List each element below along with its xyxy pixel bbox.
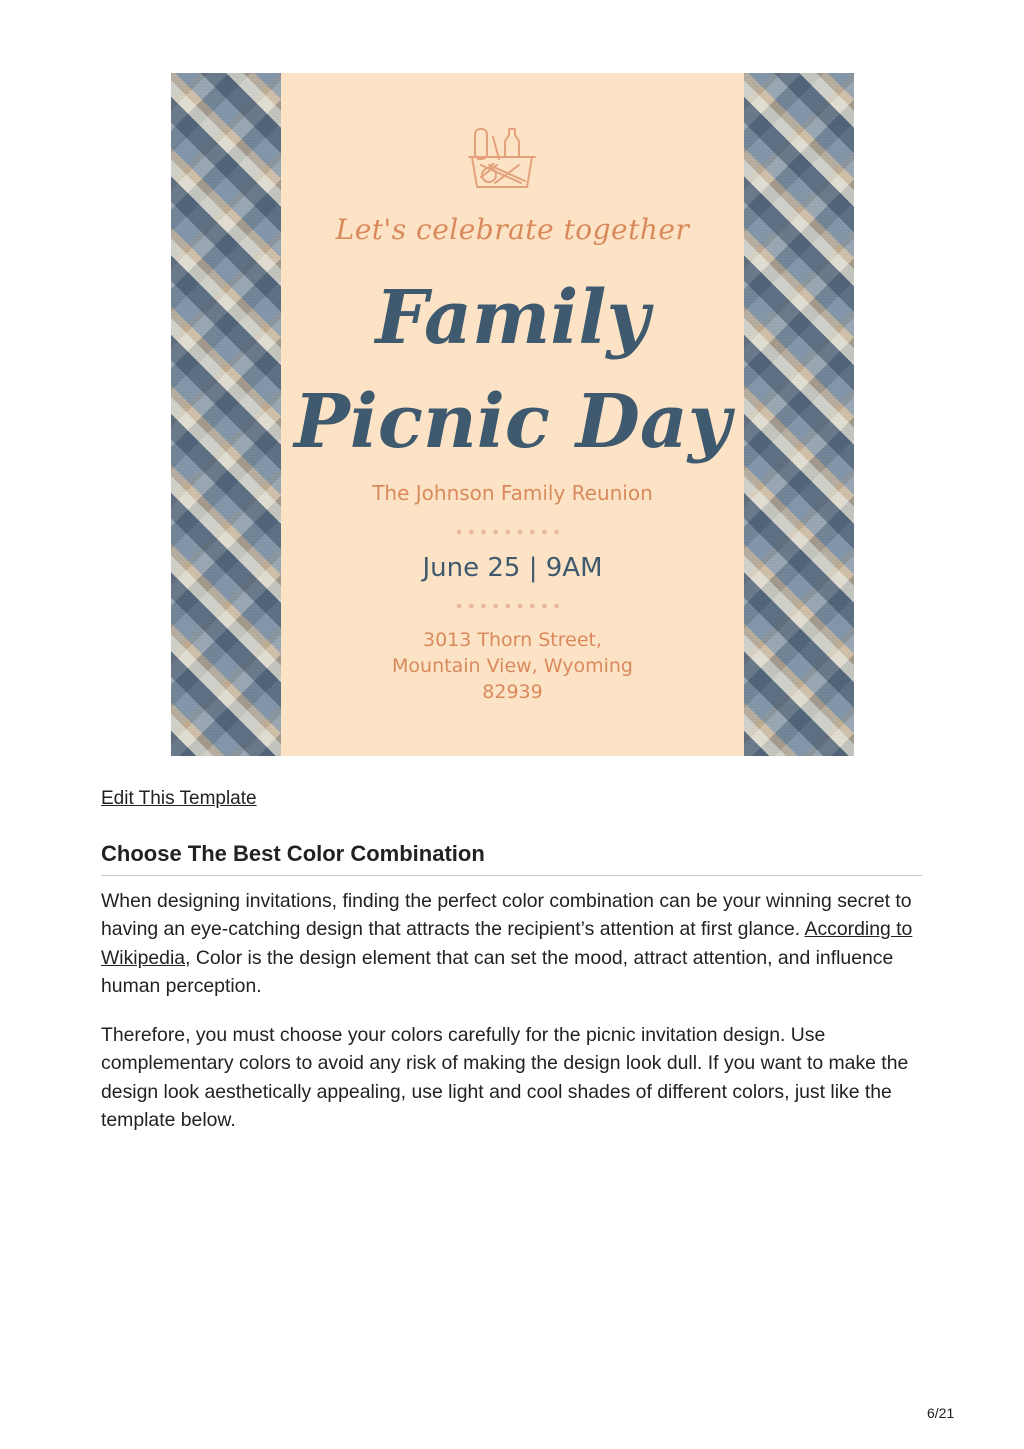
dotted-divider [453, 603, 563, 609]
invitation-title-line1: Family [375, 275, 650, 361]
paragraph-color-advice: Therefore, you must choose your colors carefully for the picnic invitation design. Use complementary colors to avoid any risk of making the design look dull. If you want to make the design look aesthetically appealing, use light and cool shades of different colors, just like the template below. [101, 1024, 909, 1132]
invitation-address-line3: 82939 [482, 681, 543, 703]
plaid-border-left [171, 73, 281, 756]
paragraph-text: When designing invitations, finding the perfect color combination can be your winning secret to having an eye-catching design that attracts the recipient’s attention at first glance. [101, 890, 912, 941]
invitation-title-line2: Picnic Day [294, 379, 731, 465]
invitation-tagline: Let's celebrate together [335, 213, 690, 246]
heading-divider [101, 875, 922, 876]
invitation-subtitle: The Johnson Family Reunion [372, 481, 653, 505]
invitation-address-line2: Mountain View, Wyoming [392, 655, 633, 677]
page-number: 6/21 [927, 1405, 955, 1421]
invitation-address-line1: 3013 Thorn Street, [423, 629, 602, 651]
plaid-border-right [744, 73, 854, 756]
dotted-divider [453, 529, 563, 535]
section-heading: Choose The Best Color Combination [101, 841, 485, 866]
paragraph-color-intro [101, 887, 923, 1001]
paragraph-text: , Color is the design element that can set the mood, attract attention, and influence human perception. [101, 946, 894, 998]
wikipedia-link[interactable]: According to Wikipedia [101, 918, 913, 969]
picnic-invitation-image [171, 73, 854, 756]
invitation-date-time: June 25 | 9AM [422, 553, 603, 583]
edit-template-link[interactable]: Edit This Template [101, 788, 257, 809]
picnic-basket-icon [467, 125, 537, 191]
